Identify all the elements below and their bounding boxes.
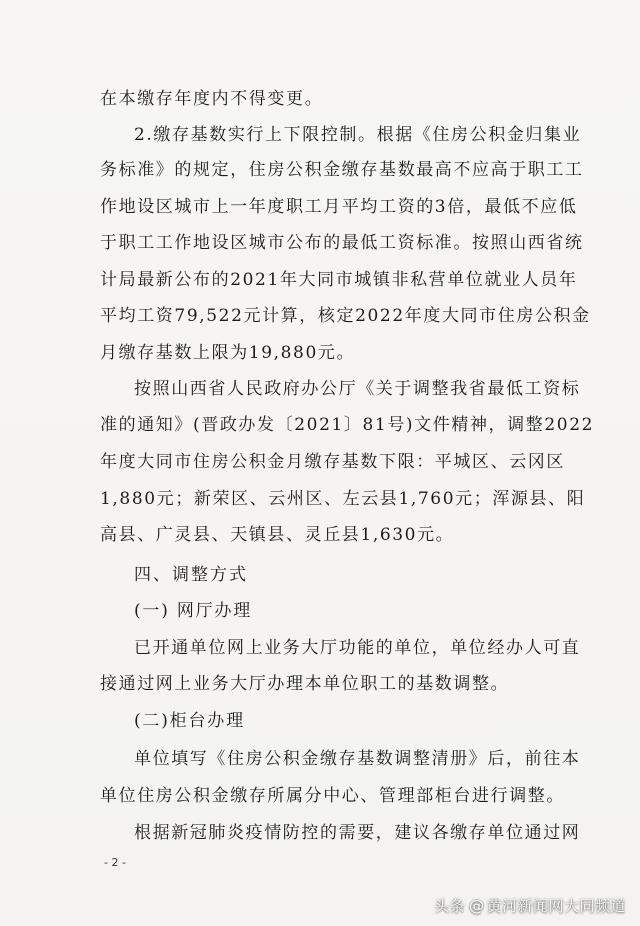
text-line: 在本缴存年度内不得变更。 bbox=[100, 89, 324, 109]
text-line: 准的通知》(晋政办发〔2021〕81号)文件精神，调整2022 bbox=[100, 415, 595, 435]
text-line: 于职工工作地设区城市公布的最低工资标准。按照山西省统 bbox=[100, 233, 584, 253]
text-line: 按照山西省人民政府办公厅《关于调整我省最低工资标 bbox=[134, 379, 581, 399]
watermark-prefix: 头条 bbox=[433, 897, 465, 915]
text-line: 已开通单位网上业务大厅功能的单位，单位经办人可直 bbox=[134, 638, 581, 658]
text-line: 接通过网上业务大厅办理本单位职工的基数调整。 bbox=[100, 674, 510, 694]
text-line: 作地设区城市上一年度职工月平均工资的3倍，最低不应低 bbox=[100, 197, 578, 217]
page-number: - 2 - bbox=[104, 856, 126, 869]
watermark-source: 黄河新闻网大同频道 bbox=[486, 897, 626, 915]
text-line: 单位住房公积金缴存所属分中心、管理部柜台进行调整。 bbox=[100, 786, 565, 806]
subsection-heading: (一) 网厅办理 bbox=[134, 601, 253, 621]
at-icon: @ bbox=[468, 896, 485, 915]
section-heading: 四、调整方式 bbox=[134, 565, 248, 585]
text-line: 平均工资79,522元计算，核定2022年度大同市住房公积金 bbox=[100, 306, 591, 326]
text-line: 高县、广灵县、天镇县、灵丘县1,630元。 bbox=[100, 525, 455, 545]
text-line: 月缴存基数上限为19,880元。 bbox=[100, 343, 356, 363]
text-line: 2.缴存基数实行上下限控制。根据《住房公积金归集业 bbox=[134, 125, 582, 145]
text-line: 根据新冠肺炎疫情防控的需要，建议各缴存单位通过网 bbox=[134, 823, 581, 843]
watermark bbox=[434, 895, 626, 916]
text-line: 年度大同市住房公积金月缴存基数下限：平城区、云冈区 bbox=[100, 452, 565, 472]
text-line: 计局最新公布的2021年大同市城镇非私营单位就业人员年 bbox=[100, 270, 578, 290]
text-line: 1,880元；新荣区、云州区、左云县1,760元；浑源县、阳 bbox=[100, 489, 586, 509]
subsection-heading: (二)柜台办理 bbox=[134, 711, 245, 731]
text-line: 务标准》的规定，住房公积金缴存基数最高不应高于职工工 bbox=[100, 160, 584, 180]
text-line: 单位填写《住房公积金缴存基数调整清册》后，前往本 bbox=[134, 749, 581, 769]
